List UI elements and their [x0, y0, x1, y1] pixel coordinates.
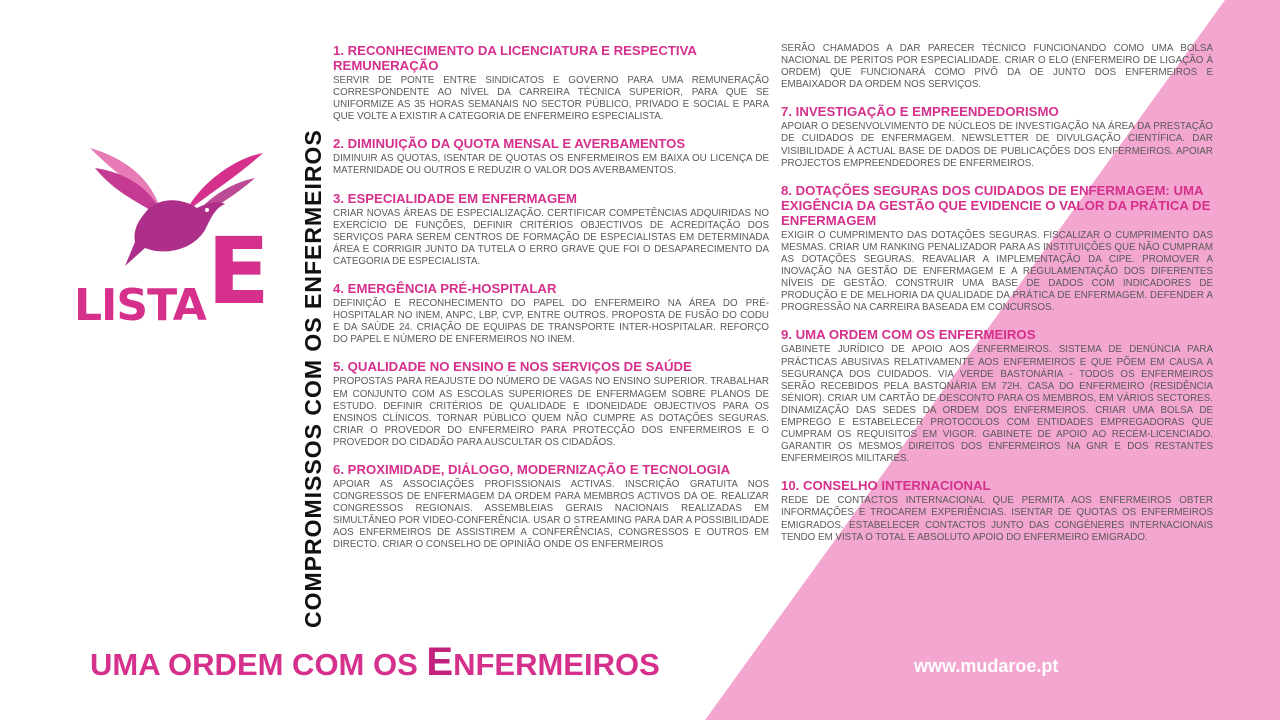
section-title: 6. PROXIMIDADE, DIÁLOGO, MODERNIZAÇÃO E TECNOLOGIA [333, 461, 731, 477]
section-title: 3. ESPECIALIDADE EM ENFERMAGEM [333, 190, 577, 206]
section-1 [333, 43, 769, 123]
section-5 [333, 359, 769, 449]
slogan-part2: NFERMEIROS [453, 647, 660, 682]
section-body: REDE DE CONTACTOS INTERNACIONAL QUE PERMITA AOS ENFERMEIROS OBTER INFORMAÇÕES E TROCAREM EXPERIÊNCIAS. ISENTAR DE QUOTAS OS ENFERMEIROS EMIGRADOS. ESTABELECER CONTACTOS JUNTO DAS CONGÉNERES INTERNACIONAIS TENDO EM VISTA O TOTAL E ABSOLUTO APOIO DO ENFERMEIRO EMIGRADO. [781, 495, 1213, 543]
section-title: 8. DOTAÇÕES SEGURAS DOS CUIDADOS DE ENFERMAGEM: UMA EXIGÊNCIA DA GESTÃO QUE EVIDENCIE O VALOR DA PRÁTICA DE ENFERMAGEM [781, 182, 1211, 228]
section-body: APOIAR AS ASSOCIAÇÕES PROFISSIONAIS ACTIVAS. INSCRIÇÃO GRATUITA NOS CONGRESSOS DE ENFERMAGEM DA ORDEM PARA MEMBROS ACTIVOS DA OE. REALIZAR CONGRESSOS REGIONAIS. ASSEMBLEIAS GERAIS NACIONAIS REALIZADAS EM SIMULTÂNEO POR VIDEO-CONFERÊNCIA. USAR O STREAMING PARA DAR A POSSIBILIDADE AOS ENFERMEIROS DE ASSISTIREM A CONFERÊNCIAS, CONGRESSOS E OUTROS EM DIRECTO. CRIAR O CONSELHO DE OPINIÃO ONDE OS ENFERMEIROS [333, 478, 769, 551]
section-title: 1. RECONHECIMENTO DA LICENCIATURA E RESPECTIVA REMUNERAÇÃO [333, 43, 697, 73]
section-title: 5. QUALIDADE NO ENSINO E NOS SERVIÇOS DE SAÚDE [333, 359, 692, 375]
section-10 [781, 478, 1213, 543]
right-column [781, 43, 1213, 557]
section-2 [333, 136, 769, 177]
left-column [333, 43, 769, 565]
section-body: SERVIR DE PONTE ENTRE SINDICATOS E GOVERNO PARA UMA REMUNERAÇÃO CORRESPONDENTE AO NÍVEL DA CARREIRA TÉCNICA SUPERIOR, PARA QUE SE UNIFORMIZE AS 35 HORAS SEMANAIS NO SECTOR PÚBLICO, PRIVADO E SOCIAL E PARA QUE VOLTE A EXISTIR A CATEGORIA DE ENFERMEIRO ESPECIALISTA. [333, 75, 769, 123]
website-link[interactable]: www.mudaroe.pt [914, 656, 1059, 676]
section-title: 10. CONSELHO INTERNACIONAL [781, 478, 991, 494]
section-3 [333, 191, 769, 268]
section-title: 2. DIMINUIÇÃO DA QUOTA MENSAL E AVERBAMENTOS [333, 136, 686, 152]
section-body: EXIGIR O CUMPRIMENTO DAS DOTAÇÕES SEGURAS. FISCALIZAR O CUMPRIMENTO DAS MESMAS. CRIAR UM RANKING PENALIZADOR PARA AS INSTITUIÇÕES QUE NÃO CUMPRAM AS DOTAÇÕES SEGURAS. REAVALIAR A IMPLEMENTAÇÃO DA CIPE. PROMOVER A INOVAÇÃO NA GESTÃO DE ENFERMAGEM E A REGULAMENTAÇÃO DOS DIFERENTES NÍVEIS DE GESTÃO. CONSTRUIR UMA BASE DE DADOS COM INDICADORES DE PRODUÇÃO E DE MELHORIA DA QUALIDADE DA PRÁTICA DE ENFERMAGEM. DEFENDER A PROGRESSÃO NA CARREIRA BASEADA EM CONCURSOS. [781, 229, 1213, 314]
section-body: DIMINUIR AS QUOTAS, ISENTAR DE QUOTAS OS ENFERMEIROS EM BAIXA OU LICENÇA DE MATERNIDADE OU OUTROS E REDUZIR O VALOR DOS AVERBAMENTOS. [333, 153, 769, 177]
section-title: 4. EMERGÊNCIA PRÉ-HOSPITALAR [333, 281, 557, 297]
section-9 [781, 327, 1213, 465]
slogan [90, 640, 660, 685]
section-body: DEFINIÇÃO E RECONHECIMENTO DO PAPEL DO ENFERMEIRO NA ÁREA DO PRÉ-HOSPITALAR NO INEM, ANPC, LBP, CVP, ENTRE OUTROS. PROPOSTA DE FUSÃO DO CODU E DA SAÚDE 24. CRIAÇÃO DE EQUIPAS DE TRANSPORTE INTER-HOSPITALAR. REFORÇO DO PAPEL E NÚMERO DE ENFERMEIROS NO INEM. [333, 298, 769, 346]
section-8 [781, 183, 1213, 315]
slogan-big-letter: E [426, 640, 454, 684]
section-title: 7. INVESTIGAÇÃO E EMPREENDEDORISMO [781, 104, 1059, 120]
vertical-title: COMPROMISSOS COM OS ENFERMEIROS [300, 129, 326, 628]
section-6 [333, 462, 769, 552]
section-7 [781, 104, 1213, 169]
slogan-part1: UMA ORDEM COM OS [90, 647, 427, 682]
section-4 [333, 281, 769, 346]
section-6-continuation: SERÃO CHAMADOS A DAR PARECER TÉCNICO FUNCIONANDO COMO UMA BOLSA NACIONAL DE PERITOS POR ESPECIALIDADE. CRIAR O ELO (ENFERMEIRO DE LIGAÇÃO À ORDEM) QUE FUNCIONARÁ COMO PIVÔ DA OE JUNTO DOS ENFERMEIROS E EMBAIXADOR DA ORDEM NOS SERVIÇOS. [781, 43, 1213, 91]
logo-lista-text: LISTA [74, 280, 206, 331]
section-body: GABINETE JURÍDICO DE APOIO AOS ENFERMEIROS. SISTEMA DE DENÚNCIA PARA PRÁCTICAS ABUSIVAS RELATIVAMENTE AOS ENFERMEIROS E QUE PÕEM EM CAUSA A SEGURANÇA DOS CUIDADOS. VIA VERDE BASTONÁRIA - TODOS OS ENFERMEIROS SERÃO RECEBIDOS PELA BASTONÁRIA EM 72H. CASA DO ENFERMEIRO (RESIDÊNCIA SÉNIOR). CRIAR UM CARTÃO DE DESCONTO PARA OS MEMBROS, EM VÁRIOS SECTORES. DINAMIZAÇÃO DAS SEDES DA ORDEM DOS ENFERMEIROS. CRIAR UMA BOLSA DE EMPREGO E ESTABELECER PROTOCOLOS COM ENTIDADES EMPREGADORAS QUE CUMPRAM OS REQUISITOS EM VIGOR. GABINETE DE APOIO AO RECÉM-LICENCIADO. GARANTIR OS MESMOS DIREITOS DOS ENFERMEIROS NA GNR E DOS RESTANTES ENFERMEIROS MILITARES. [781, 344, 1213, 465]
section-body: APOIAR O DESENVOLVIMENTO DE NÚCLEOS DE INVESTIGAÇÃO NA ÁREA DA PRESTAÇÃO DE CUIDADOS DE ENFERMAGEM. NEWSLETTER DE DIVULGAÇÃO CIENTÍFICA. DAR VISIBILIDADE À ACTUAL BASE DE DADOS DE PUBLICAÇÕES DOS ENFERMEIROS. APOIAR PROJECTOS EMPREENDEDORES DE ENFERMEIROS. [781, 121, 1213, 169]
section-body: PROPOSTAS PARA REAJUSTE DO NÚMERO DE VAGAS NO ENSINO SUPERIOR. TRABALHAR EM CONJUNTO COM AS ESCOLAS SUPERIORES DE ENFERMAGEM SOBRE PLANOS DE ESTUDO. DEFINIR CRITÉRIOS DE QUALIDADE E IDONEIDADE OBJECTIVOS PARA OS ENSINOS CLÍNICOS. TORNAR PÚBLICO QUEM NÃO CUMPRE AS DOTAÇÕES SEGURAS. CRIAR O PROVEDOR DO ENFERMEIRO PARA PROTECÇÃO DOS ENFERMEIROS E O PROVEDOR DO CIDADÃO PARA AUSCULTAR OS CIDADÃOS. [333, 376, 769, 448]
logo-letter-e: E [207, 218, 270, 325]
section-body: CRIAR NOVAS ÁREAS DE ESPECIALIZAÇÃO. CERTIFICAR COMPETÊNCIAS ADQUIRIDAS NO EXERCÍCIO DE FUNÇÕES, DEFINIR CRITÉRIOS OBJECTIVOS DE ACREDITAÇÃO DOS SERVIÇOS PARA SEREM CENTROS DE FORMAÇÃO DE ESPECIALISTAS EM DETERMINADA ÁREA E CORRIGIR JUNTO DA TUTELA O ERRO GRAVE QUE FOI O DESAPARECIMENTO DA CATEGORIA DE ESPECIALISTA. [333, 207, 769, 267]
section-title: 9. UMA ORDEM COM OS ENFERMEIROS [781, 327, 1036, 343]
